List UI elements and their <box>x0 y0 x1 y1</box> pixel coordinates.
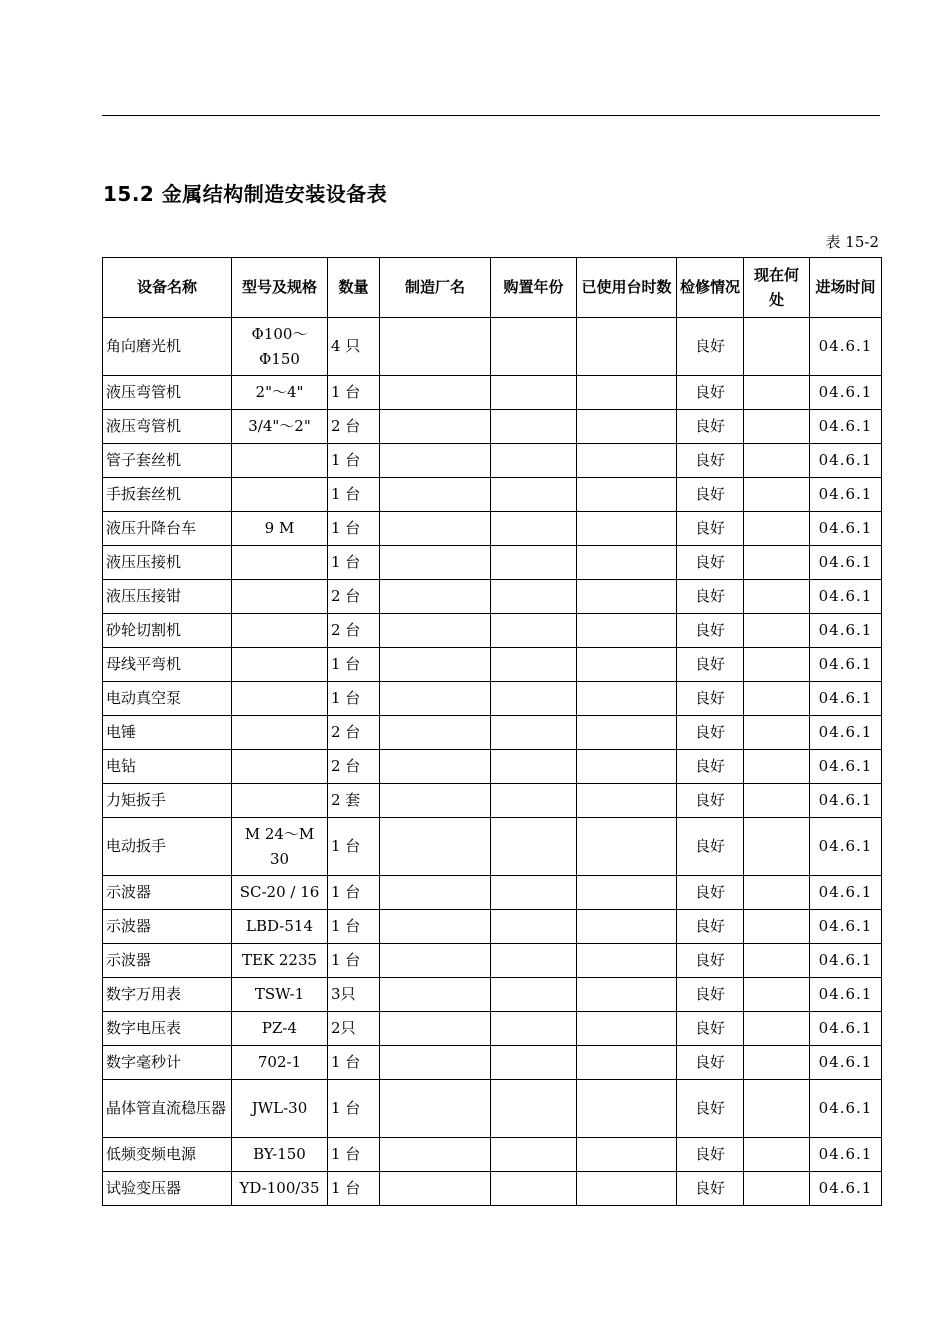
manufacturer-cell <box>380 1138 491 1172</box>
used-hours-cell <box>577 818 677 876</box>
arrival-date-cell: 04.6.1 <box>810 410 882 444</box>
table-row <box>103 682 882 716</box>
manufacturer-cell <box>380 1080 491 1138</box>
purchase-year-cell <box>491 1046 577 1080</box>
location-cell <box>744 750 810 784</box>
arrival-date-cell: 04.6.1 <box>810 512 882 546</box>
location-cell <box>744 318 810 376</box>
table-row <box>103 716 882 750</box>
model-spec-cell <box>232 444 328 478</box>
manufacturer-cell <box>380 682 491 716</box>
location-cell <box>744 444 810 478</box>
arrival-date-cell: 04.6.1 <box>810 1138 882 1172</box>
used-hours-cell <box>577 580 677 614</box>
purchase-year-cell <box>491 1080 577 1138</box>
location-cell <box>744 376 810 410</box>
used-hours-cell <box>577 1046 677 1080</box>
section-title: 15.2 金属结构制造安装设备表 <box>103 182 388 206</box>
quantity-cell: 2只 <box>328 1012 380 1046</box>
table-row <box>103 444 882 478</box>
table-row <box>103 1080 882 1138</box>
used-hours-cell <box>577 1172 677 1206</box>
condition-cell: 良好 <box>677 318 744 376</box>
condition-cell: 良好 <box>677 876 744 910</box>
condition-cell: 良好 <box>677 682 744 716</box>
quantity-cell: 1 台 <box>328 1080 380 1138</box>
purchase-year-cell <box>491 944 577 978</box>
table-row <box>103 648 882 682</box>
quantity-cell: 2 台 <box>328 614 380 648</box>
arrival-date-cell: 04.6.1 <box>810 444 882 478</box>
arrival-date-cell: 04.6.1 <box>810 478 882 512</box>
used-hours-cell <box>577 978 677 1012</box>
quantity-cell: 1 台 <box>328 478 380 512</box>
equipment-name-cell: 管子套丝机 <box>103 444 232 478</box>
location-cell <box>744 478 810 512</box>
manufacturer-cell <box>380 614 491 648</box>
location-cell <box>744 580 810 614</box>
purchase-year-cell <box>491 716 577 750</box>
arrival-date-cell: 04.6.1 <box>810 784 882 818</box>
used-hours-cell <box>577 318 677 376</box>
model-spec-cell: 2"～4" <box>232 376 328 410</box>
location-cell <box>744 818 810 876</box>
equipment-name-cell: 角向磨光机 <box>103 318 232 376</box>
condition-cell: 良好 <box>677 944 744 978</box>
used-hours-cell <box>577 512 677 546</box>
arrival-date-cell: 04.6.1 <box>810 818 882 876</box>
equipment-name-cell: 低频变频电源 <box>103 1138 232 1172</box>
manufacturer-cell <box>380 1172 491 1206</box>
quantity-cell: 2 套 <box>328 784 380 818</box>
quantity-cell: 1 台 <box>328 1046 380 1080</box>
table-row <box>103 944 882 978</box>
manufacturer-cell <box>380 910 491 944</box>
used-hours-cell <box>577 478 677 512</box>
condition-cell: 良好 <box>677 376 744 410</box>
condition-cell: 良好 <box>677 1012 744 1046</box>
model-spec-cell: M 24～M 30 <box>232 818 328 876</box>
equipment-name-cell: 示波器 <box>103 910 232 944</box>
column-header: 现在何处 <box>744 258 810 318</box>
manufacturer-cell <box>380 716 491 750</box>
equipment-name-cell: 示波器 <box>103 876 232 910</box>
table-row <box>103 818 882 876</box>
column-header: 设备名称 <box>103 258 232 318</box>
arrival-date-cell: 04.6.1 <box>810 1012 882 1046</box>
table-number: 表 15-2 <box>825 233 879 251</box>
condition-cell: 良好 <box>677 1080 744 1138</box>
equipment-name-cell: 数字电压表 <box>103 1012 232 1046</box>
quantity-cell: 1 台 <box>328 876 380 910</box>
used-hours-cell <box>577 648 677 682</box>
model-spec-cell <box>232 750 328 784</box>
arrival-date-cell: 04.6.1 <box>810 978 882 1012</box>
condition-cell: 良好 <box>677 546 744 580</box>
quantity-cell: 1 台 <box>328 444 380 478</box>
used-hours-cell <box>577 784 677 818</box>
manufacturer-cell <box>380 750 491 784</box>
condition-cell: 良好 <box>677 978 744 1012</box>
used-hours-cell <box>577 1080 677 1138</box>
equipment-name-cell: 示波器 <box>103 944 232 978</box>
arrival-date-cell: 04.6.1 <box>810 648 882 682</box>
condition-cell: 良好 <box>677 478 744 512</box>
arrival-date-cell: 04.6.1 <box>810 944 882 978</box>
purchase-year-cell <box>491 910 577 944</box>
condition-cell: 良好 <box>677 410 744 444</box>
arrival-date-cell: 04.6.1 <box>810 546 882 580</box>
location-cell <box>744 910 810 944</box>
model-spec-cell: 9 M <box>232 512 328 546</box>
condition-cell: 良好 <box>677 818 744 876</box>
model-spec-cell <box>232 784 328 818</box>
purchase-year-cell <box>491 682 577 716</box>
condition-cell: 良好 <box>677 784 744 818</box>
equipment-name-cell: 晶体管直流稳压器 <box>103 1080 232 1138</box>
quantity-cell: 1 台 <box>328 512 380 546</box>
purchase-year-cell <box>491 546 577 580</box>
manufacturer-cell <box>380 876 491 910</box>
location-cell <box>744 978 810 1012</box>
location-cell <box>744 716 810 750</box>
purchase-year-cell <box>491 512 577 546</box>
equipment-name-cell: 数字毫秒计 <box>103 1046 232 1080</box>
condition-cell: 良好 <box>677 716 744 750</box>
quantity-cell: 1 台 <box>328 944 380 978</box>
purchase-year-cell <box>491 376 577 410</box>
manufacturer-cell <box>380 444 491 478</box>
quantity-cell: 1 台 <box>328 546 380 580</box>
table-row <box>103 580 882 614</box>
purchase-year-cell <box>491 876 577 910</box>
equipment-name-cell: 手扳套丝机 <box>103 478 232 512</box>
location-cell <box>744 648 810 682</box>
model-spec-cell: JWL-30 <box>232 1080 328 1138</box>
table-row <box>103 546 882 580</box>
used-hours-cell <box>577 944 677 978</box>
equipment-name-cell: 液压弯管机 <box>103 410 232 444</box>
manufacturer-cell <box>380 410 491 444</box>
purchase-year-cell <box>491 978 577 1012</box>
equipment-name-cell: 数字万用表 <box>103 978 232 1012</box>
model-spec-cell: BY-150 <box>232 1138 328 1172</box>
arrival-date-cell: 04.6.1 <box>810 1172 882 1206</box>
table-body <box>103 318 882 1206</box>
equipment-name-cell: 液压压接机 <box>103 546 232 580</box>
quantity-cell: 2 台 <box>328 716 380 750</box>
used-hours-cell <box>577 1138 677 1172</box>
equipment-name-cell: 砂轮切割机 <box>103 614 232 648</box>
quantity-cell: 1 台 <box>328 648 380 682</box>
used-hours-cell <box>577 614 677 648</box>
column-header: 数量 <box>328 258 380 318</box>
model-spec-cell: 3/4"～2" <box>232 410 328 444</box>
model-spec-cell: TEK 2235 <box>232 944 328 978</box>
manufacturer-cell <box>380 648 491 682</box>
table-row <box>103 1138 882 1172</box>
purchase-year-cell <box>491 444 577 478</box>
used-hours-cell <box>577 410 677 444</box>
purchase-year-cell <box>491 648 577 682</box>
quantity-cell: 2 台 <box>328 750 380 784</box>
quantity-cell: 3只 <box>328 978 380 1012</box>
model-spec-cell: LBD-514 <box>232 910 328 944</box>
table-row <box>103 910 882 944</box>
table-row <box>103 784 882 818</box>
table-row <box>103 750 882 784</box>
column-header: 检修情况 <box>677 258 744 318</box>
purchase-year-cell <box>491 1138 577 1172</box>
column-header: 型号及规格 <box>232 258 328 318</box>
column-header: 已使用台时数 <box>577 258 677 318</box>
quantity-cell: 4 只 <box>328 318 380 376</box>
model-spec-cell <box>232 648 328 682</box>
location-cell <box>744 784 810 818</box>
table-header-row <box>103 258 882 318</box>
used-hours-cell <box>577 682 677 716</box>
table-row <box>103 1172 882 1206</box>
used-hours-cell <box>577 750 677 784</box>
purchase-year-cell <box>491 818 577 876</box>
quantity-cell: 1 台 <box>328 1138 380 1172</box>
equipment-name-cell: 母线平弯机 <box>103 648 232 682</box>
model-spec-cell: Φ100～Φ150 <box>232 318 328 376</box>
header-rule <box>102 115 880 116</box>
table-row <box>103 512 882 546</box>
purchase-year-cell <box>491 784 577 818</box>
table-row <box>103 1046 882 1080</box>
condition-cell: 良好 <box>677 910 744 944</box>
model-spec-cell: PZ-4 <box>232 1012 328 1046</box>
model-spec-cell <box>232 614 328 648</box>
condition-cell: 良好 <box>677 614 744 648</box>
manufacturer-cell <box>380 818 491 876</box>
location-cell <box>744 876 810 910</box>
used-hours-cell <box>577 876 677 910</box>
equipment-table <box>102 257 882 1206</box>
equipment-name-cell: 力矩扳手 <box>103 784 232 818</box>
table-row <box>103 978 882 1012</box>
condition-cell: 良好 <box>677 1046 744 1080</box>
equipment-name-cell: 电动真空泵 <box>103 682 232 716</box>
quantity-cell: 1 台 <box>328 818 380 876</box>
arrival-date-cell: 04.6.1 <box>810 750 882 784</box>
model-spec-cell <box>232 682 328 716</box>
column-header: 制造厂名 <box>380 258 491 318</box>
quantity-cell: 1 台 <box>328 910 380 944</box>
manufacturer-cell <box>380 1012 491 1046</box>
location-cell <box>744 546 810 580</box>
purchase-year-cell <box>491 478 577 512</box>
manufacturer-cell <box>380 512 491 546</box>
arrival-date-cell: 04.6.1 <box>810 910 882 944</box>
manufacturer-cell <box>380 978 491 1012</box>
model-spec-cell: YD-100/35 <box>232 1172 328 1206</box>
manufacturer-cell <box>380 944 491 978</box>
location-cell <box>744 410 810 444</box>
quantity-cell: 1 台 <box>328 682 380 716</box>
arrival-date-cell: 04.6.1 <box>810 876 882 910</box>
equipment-name-cell: 试验变压器 <box>103 1172 232 1206</box>
location-cell <box>744 614 810 648</box>
used-hours-cell <box>577 910 677 944</box>
equipment-name-cell: 液压升降台车 <box>103 512 232 546</box>
arrival-date-cell: 04.6.1 <box>810 580 882 614</box>
condition-cell: 良好 <box>677 580 744 614</box>
quantity-cell: 1 台 <box>328 1172 380 1206</box>
arrival-date-cell: 04.6.1 <box>810 614 882 648</box>
table-row <box>103 410 882 444</box>
equipment-name-cell: 液压弯管机 <box>103 376 232 410</box>
equipment-name-cell: 电钻 <box>103 750 232 784</box>
arrival-date-cell: 04.6.1 <box>810 318 882 376</box>
table-row <box>103 318 882 376</box>
location-cell <box>744 512 810 546</box>
quantity-cell: 2 台 <box>328 580 380 614</box>
used-hours-cell <box>577 1012 677 1046</box>
model-spec-cell <box>232 546 328 580</box>
arrival-date-cell: 04.6.1 <box>810 1080 882 1138</box>
condition-cell: 良好 <box>677 512 744 546</box>
arrival-date-cell: 04.6.1 <box>810 1046 882 1080</box>
location-cell <box>744 1012 810 1046</box>
purchase-year-cell <box>491 410 577 444</box>
model-spec-cell <box>232 716 328 750</box>
table-row <box>103 1012 882 1046</box>
equipment-name-cell: 电动扳手 <box>103 818 232 876</box>
used-hours-cell <box>577 546 677 580</box>
manufacturer-cell <box>380 546 491 580</box>
purchase-year-cell <box>491 580 577 614</box>
table-row <box>103 478 882 512</box>
table-row <box>103 614 882 648</box>
location-cell <box>744 1080 810 1138</box>
quantity-cell: 2 台 <box>328 410 380 444</box>
arrival-date-cell: 04.6.1 <box>810 682 882 716</box>
quantity-cell: 1 台 <box>328 376 380 410</box>
location-cell <box>744 1172 810 1206</box>
column-header: 购置年份 <box>491 258 577 318</box>
table-row <box>103 376 882 410</box>
location-cell <box>744 944 810 978</box>
manufacturer-cell <box>380 318 491 376</box>
used-hours-cell <box>577 716 677 750</box>
used-hours-cell <box>577 376 677 410</box>
model-spec-cell: SC-20 / 16 <box>232 876 328 910</box>
arrival-date-cell: 04.6.1 <box>810 376 882 410</box>
manufacturer-cell <box>380 1046 491 1080</box>
manufacturer-cell <box>380 478 491 512</box>
condition-cell: 良好 <box>677 1172 744 1206</box>
model-spec-cell <box>232 478 328 512</box>
location-cell <box>744 682 810 716</box>
used-hours-cell <box>577 444 677 478</box>
location-cell <box>744 1138 810 1172</box>
condition-cell: 良好 <box>677 444 744 478</box>
table-row <box>103 876 882 910</box>
manufacturer-cell <box>380 784 491 818</box>
manufacturer-cell <box>380 580 491 614</box>
model-spec-cell <box>232 580 328 614</box>
condition-cell: 良好 <box>677 750 744 784</box>
model-spec-cell: 702-1 <box>232 1046 328 1080</box>
purchase-year-cell <box>491 1012 577 1046</box>
model-spec-cell: TSW-1 <box>232 978 328 1012</box>
arrival-date-cell: 04.6.1 <box>810 716 882 750</box>
equipment-name-cell: 液压压接钳 <box>103 580 232 614</box>
equipment-name-cell: 电锤 <box>103 716 232 750</box>
condition-cell: 良好 <box>677 648 744 682</box>
purchase-year-cell <box>491 318 577 376</box>
purchase-year-cell <box>491 1172 577 1206</box>
location-cell <box>744 1046 810 1080</box>
column-header: 进场时间 <box>810 258 882 318</box>
purchase-year-cell <box>491 614 577 648</box>
purchase-year-cell <box>491 750 577 784</box>
manufacturer-cell <box>380 376 491 410</box>
condition-cell: 良好 <box>677 1138 744 1172</box>
